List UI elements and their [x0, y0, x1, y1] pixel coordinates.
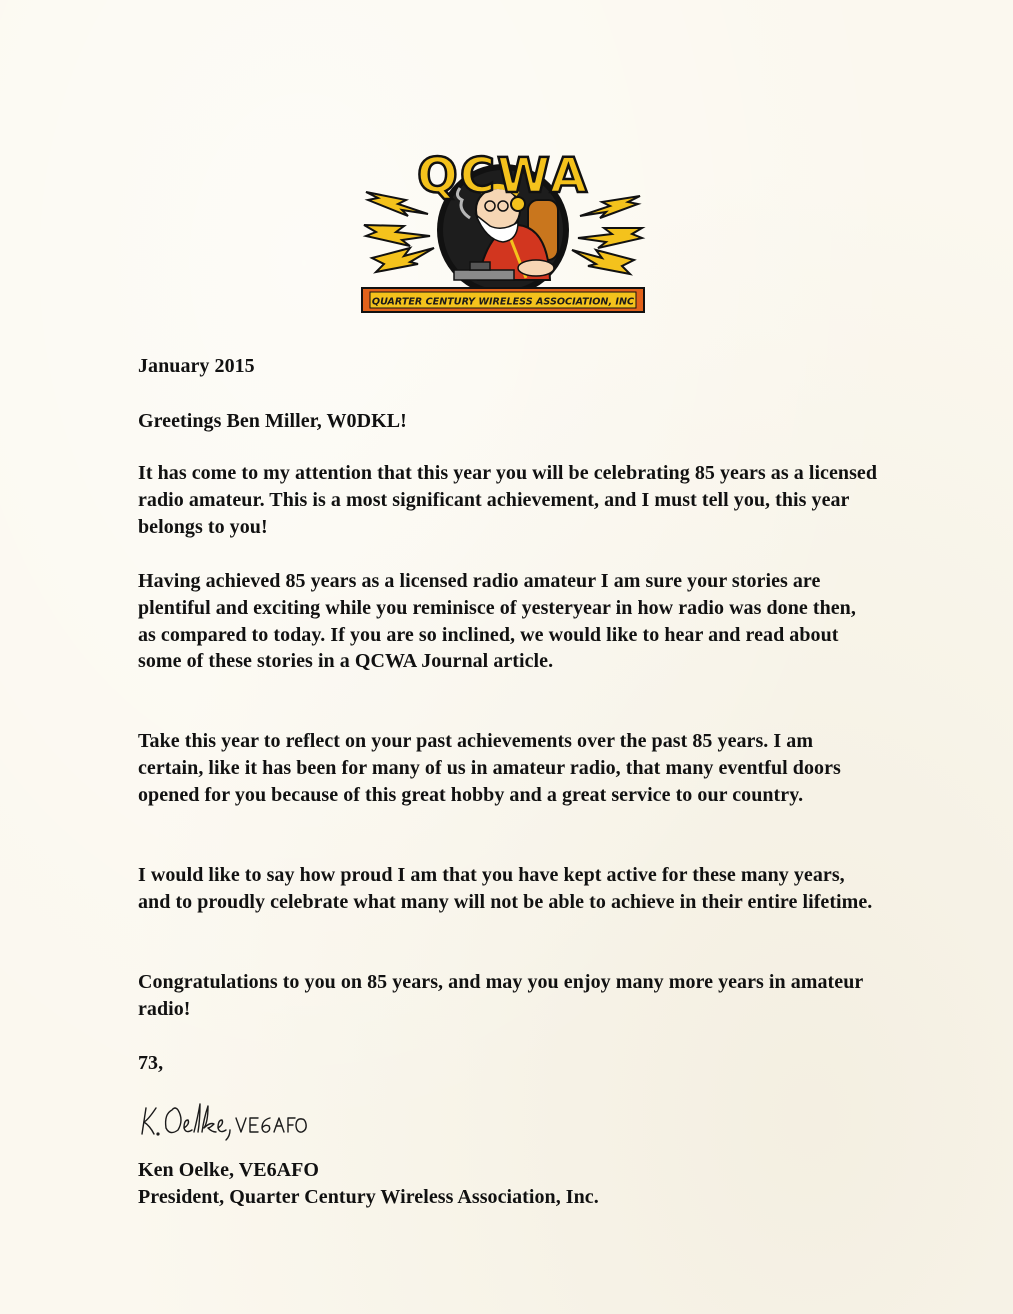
logo-banner — [362, 288, 644, 312]
logo-banner-text: QUARTER CENTURY WIRELESS ASSOCIATION, INC — [371, 296, 635, 308]
letter-date: January 2015 — [138, 355, 255, 377]
letter-greeting: Greetings Ben Miller, W0DKL! — [138, 410, 407, 432]
letter-paragraph: Having achieved 85 years as a licensed radio amateur I am sure your stories are plentiful and exciting while you reminisce of yesteryear in how radio was done then, as compared to today. If you are so inclined, we would like to hear and read about some of these stories in a QCWA Journal article. — [138, 570, 856, 673]
lightning-left-icon — [364, 192, 434, 272]
signer-title: President, Quarter Century Wireless Association, Inc. — [138, 1186, 599, 1208]
letter-paragraph: I would like to say how proud I am that you have kept active for these many years, and to proudly celebrate what many will not be able to achieve in their entire lifetime. — [138, 864, 873, 913]
qcwa-letters — [417, 148, 589, 204]
lightning-right-icon — [572, 196, 642, 274]
letter-paragraph: Take this year to reflect on your past achievements over the past 85 years. I am certain, like it has been for many of us in amateur radio, that many eventful doors opened for you because of this great hobby and a great service to our country. — [138, 730, 841, 806]
letter-paragraph: It has come to my attention that this year you will be celebrating 85 years as a licensed radio amateur. This is a most significant achievement, and I must tell you, this year belongs to you! — [138, 462, 878, 538]
signer-name: Ken Oelke, VE6AFO — [138, 1159, 320, 1181]
letter-paragraph: Congratulations to you on 85 years, and may you enjoy many more years in amateur radio! — [138, 971, 863, 1020]
letter-closing: 73, — [138, 1052, 164, 1074]
qcwa-logo — [358, 130, 648, 320]
handwritten-signature — [138, 1098, 308, 1142]
logo-acronym: QCWA — [417, 148, 589, 204]
